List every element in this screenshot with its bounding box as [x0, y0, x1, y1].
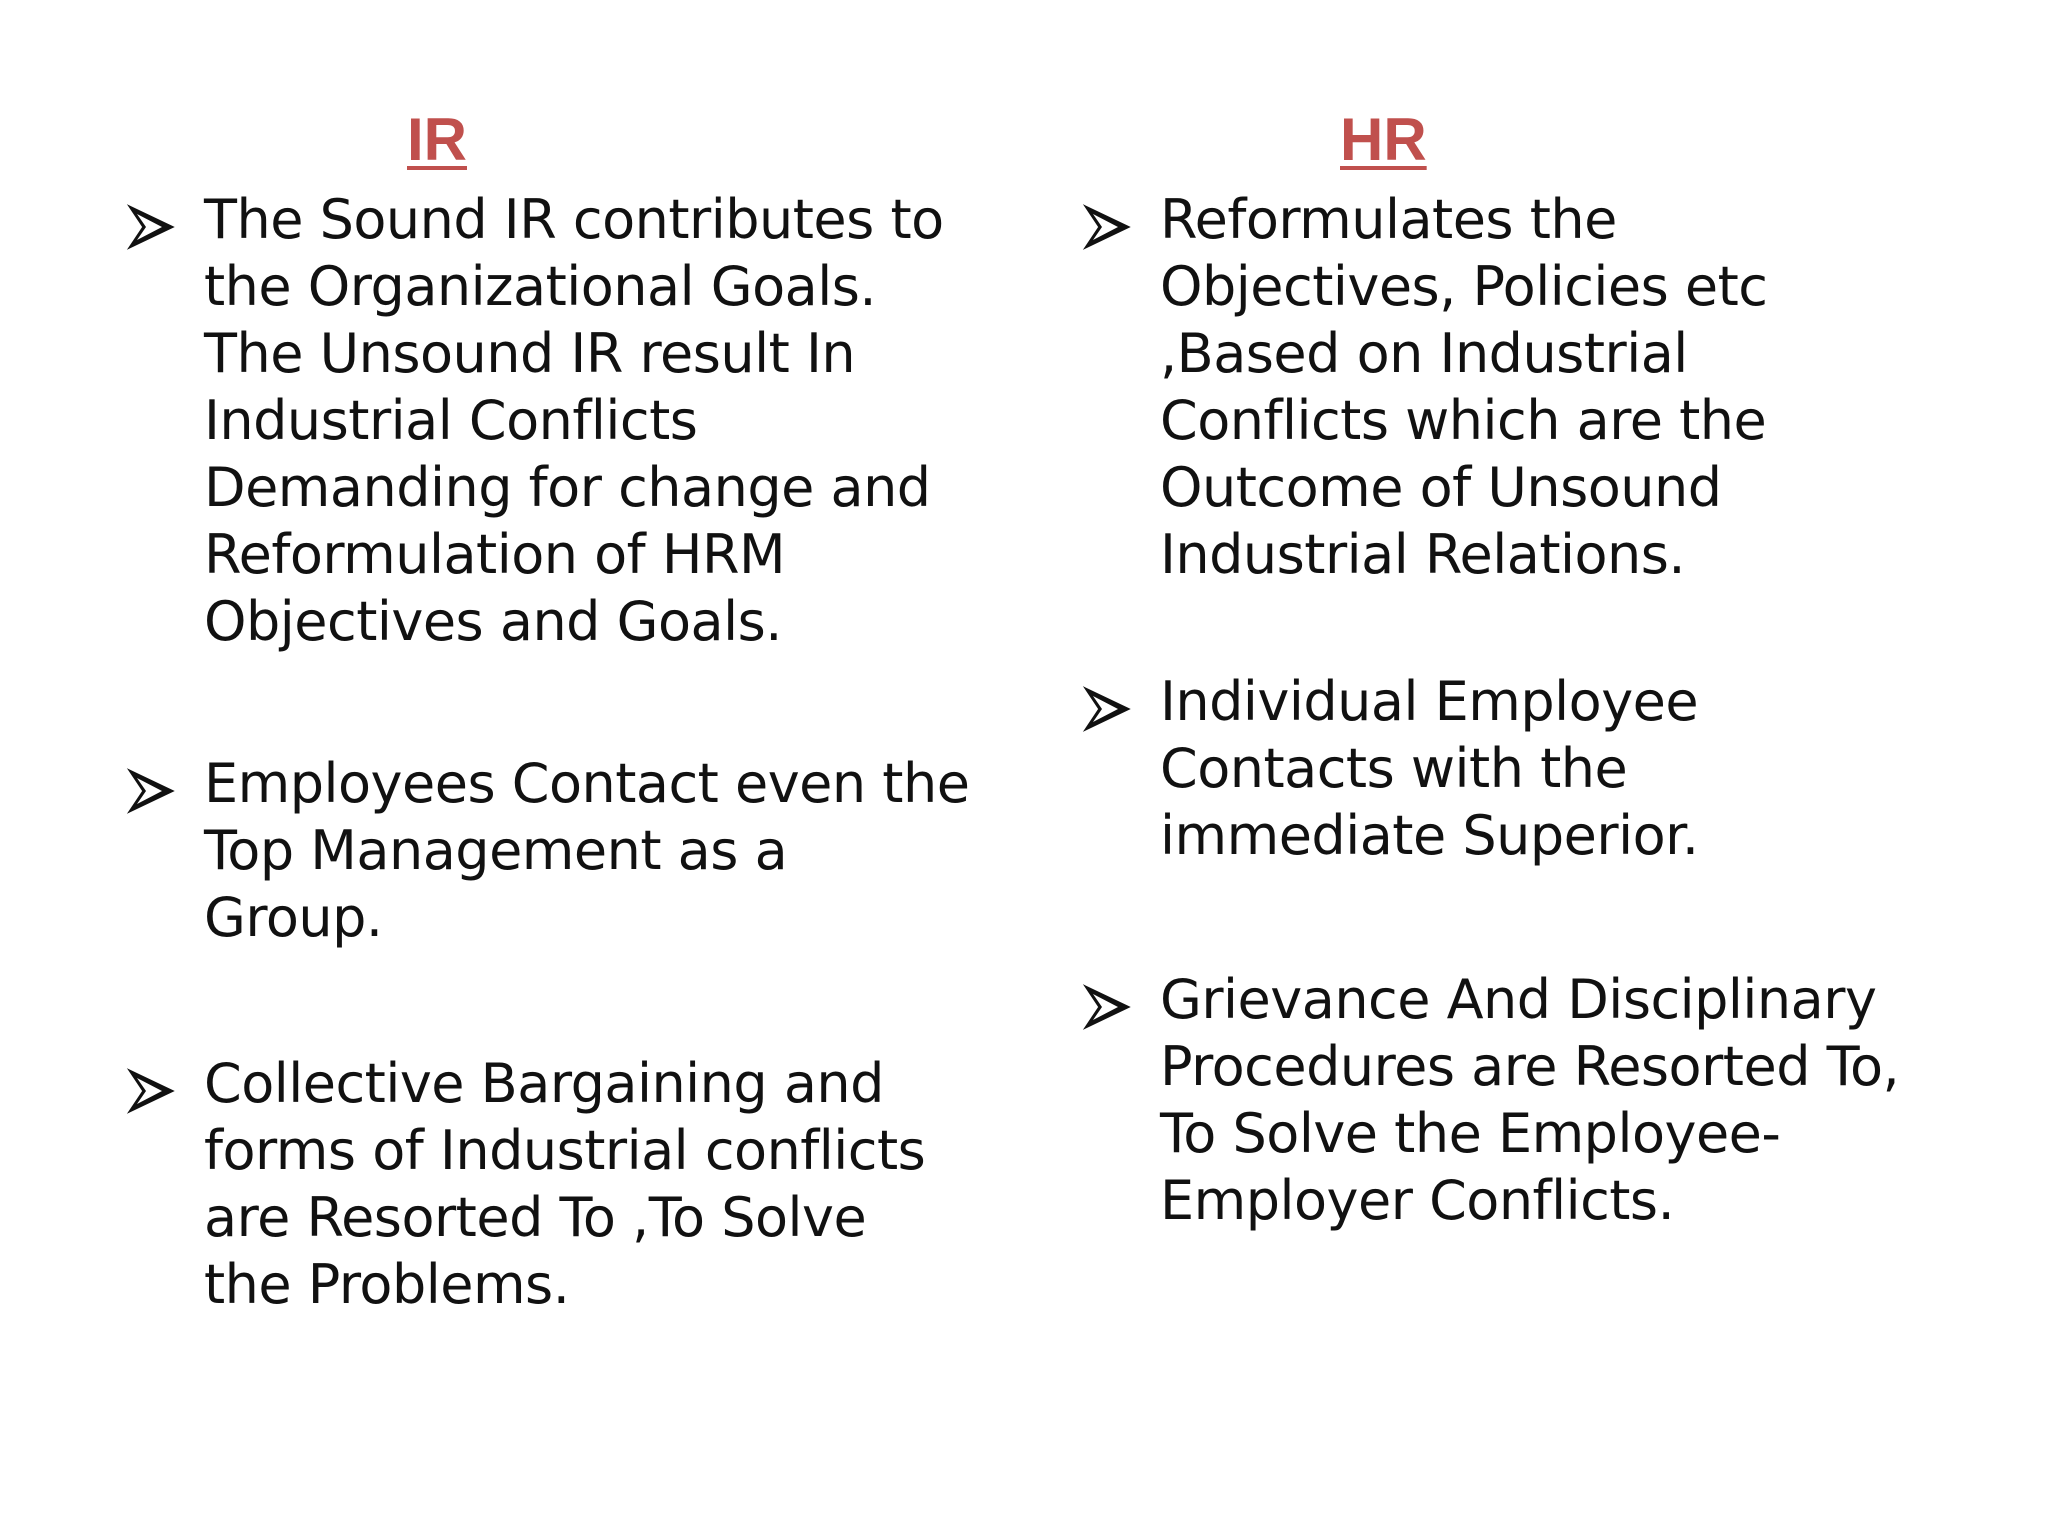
arrow-bullet-icon	[126, 202, 176, 252]
ir-bullet-1-line-1: The Sound IR contributes to	[204, 188, 944, 251]
hr-bullet-2-text	[1160, 668, 1699, 869]
hr-column	[1024, 0, 2048, 1536]
ir-bullet-3-text	[204, 1050, 925, 1318]
hr-bullet-2-line-3: immediate Superior.	[1160, 804, 1699, 867]
hr-bullet-1	[1082, 186, 2022, 588]
ir-bullet-2	[126, 750, 1006, 951]
hr-bullet-1-line-6: Industrial Relations.	[1160, 523, 1686, 586]
arrow-bullet-icon	[126, 1066, 176, 1116]
hr-bullet-3-line-1: Grievance And Disciplinary	[1160, 968, 1877, 1031]
ir-bullet-1-line-6: Reformulation of HRM	[204, 523, 786, 586]
hr-bullet-1-line-4: Conflicts which are the	[1160, 389, 1767, 452]
ir-bullet-2-line-1: Employees Contact even the	[204, 752, 970, 815]
hr-bullet-1-text	[1160, 186, 1768, 588]
ir-bullet-3	[126, 1050, 1006, 1318]
arrow-bullet-icon	[1082, 202, 1132, 252]
ir-bullet-1	[126, 186, 1006, 655]
arrow-bullet-icon	[1082, 982, 1132, 1032]
ir-bullet-1-line-3: The Unsound IR result In	[204, 322, 856, 385]
ir-bullet-3-line-4: the Problems.	[204, 1253, 570, 1316]
arrow-bullet-icon	[126, 766, 176, 816]
hr-bullet-1-line-1: Reformulates the	[1160, 188, 1617, 251]
ir-heading: IR	[407, 106, 467, 173]
hr-bullet-3-line-3: To Solve the Employee-	[1160, 1102, 1781, 1165]
ir-bullet-1-line-7: Objectives and Goals.	[204, 590, 782, 653]
ir-bullet-1-line-5: Demanding for change and	[204, 456, 931, 519]
arrow-bullet-icon	[1082, 684, 1132, 734]
ir-bullet-3-line-2: forms of Industrial conflicts	[204, 1119, 926, 1182]
hr-bullet-3-line-4: Employer Conflicts.	[1160, 1169, 1675, 1232]
hr-bullet-2-line-1: Individual Employee	[1160, 670, 1699, 733]
ir-bullet-1-line-4: Industrial Conflicts	[204, 389, 698, 452]
ir-bullet-2-line-3: Group.	[204, 886, 383, 949]
ir-bullet-3-line-1: Collective Bargaining and	[204, 1052, 884, 1115]
hr-bullet-1-line-5: Outcome of Unsound	[1160, 456, 1722, 519]
ir-bullet-1-text	[204, 186, 944, 655]
ir-bullet-1-line-2: the Organizational Goals.	[204, 255, 877, 318]
hr-bullet-2-line-2: Contacts with the	[1160, 737, 1628, 800]
hr-bullet-3-line-2: Procedures are Resorted To,	[1160, 1035, 1900, 1098]
hr-bullet-2	[1082, 668, 2022, 869]
hr-bullet-1-line-3: ,Based on Industrial	[1160, 322, 1688, 385]
hr-bullet-3-text	[1160, 966, 1899, 1234]
ir-bullet-3-line-3: are Resorted To ,To Solve	[204, 1186, 867, 1249]
ir-bullet-2-line-2: Top Management as a	[204, 819, 788, 882]
hr-bullet-1-line-2: Objectives, Policies etc	[1160, 255, 1768, 318]
hr-heading: HR	[1340, 106, 1427, 173]
ir-bullet-2-text	[204, 750, 969, 951]
hr-bullet-3	[1082, 966, 2022, 1234]
